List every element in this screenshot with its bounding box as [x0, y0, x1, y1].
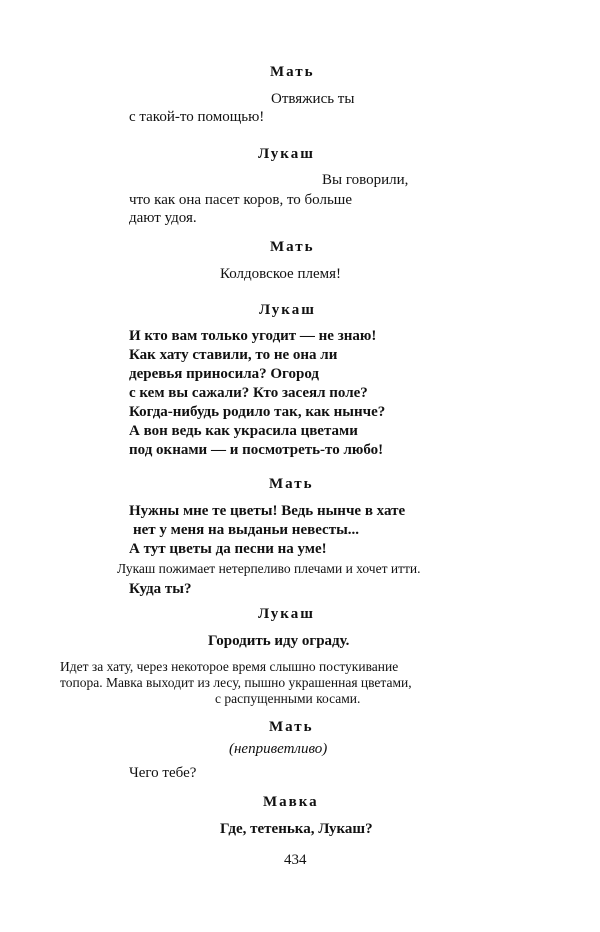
page-number: 434 [284, 852, 307, 868]
verse-line: дают удоя. [129, 210, 197, 226]
speaker-mavka: Мавка [263, 794, 319, 810]
verse-line: под окнами — и посмотреть-то любо! [129, 442, 384, 458]
speaker-mat: Мать [269, 476, 314, 492]
verse-line: деревья приносила? Огород [129, 366, 319, 382]
verse-line: Чего тебе? [129, 765, 197, 781]
speaker-mat: Мать [270, 64, 315, 80]
verse-line: Куда ты? [129, 581, 192, 597]
verse-line: А вон ведь как украсила цветами [129, 423, 358, 439]
verse-line: Городить иду ограду. [208, 633, 350, 649]
verse-line: Где, тетенька, Лукаш? [220, 821, 373, 837]
verse-line: Отвяжись ты [271, 91, 355, 107]
verse-line: Когда-нибудь родило так, как нынче? [129, 404, 386, 420]
verse-line: что как она пасет коров, то больше [129, 192, 353, 208]
verse-line: А тут цветы да песни на уме! [129, 541, 327, 557]
verse-line: Как хату ставили, то не она ли [129, 347, 338, 363]
stage-direction: Лукаш пожимает нетерпеливо плечами и хочет итти. [117, 561, 421, 576]
verse-line: Нужны мне те цветы! Ведь нынче в хате [129, 503, 406, 519]
speaker-lukash: Лукаш [259, 302, 316, 318]
speaker-mat: Мать [269, 719, 314, 735]
verse-line: И кто вам только угодит — не знаю! [129, 328, 377, 344]
verse-line: Колдовское племя! [220, 266, 342, 282]
stage-direction: топора. Мавка выходит из лесу, пышно украшенная цветами, [60, 675, 412, 690]
verse-line: с такой-то помощью! [129, 109, 265, 125]
stage-direction: Идет за хату, через некоторое время слышно постукивание [60, 659, 399, 674]
stage-direction: с распущенными косами. [215, 691, 361, 706]
verse-line: Вы говорили, [322, 172, 409, 188]
verse-line: с кем вы сажали? Кто засеял поле? [129, 385, 368, 401]
verse-line: нет у меня на выданьи невесты... [133, 522, 360, 538]
speaker-lukash: Лукаш [258, 146, 315, 162]
speaker-lukash: Лукаш [258, 606, 315, 622]
speaker-mat: Мать [270, 239, 315, 255]
stage-direction-italic: (неприветливо) [229, 741, 328, 757]
